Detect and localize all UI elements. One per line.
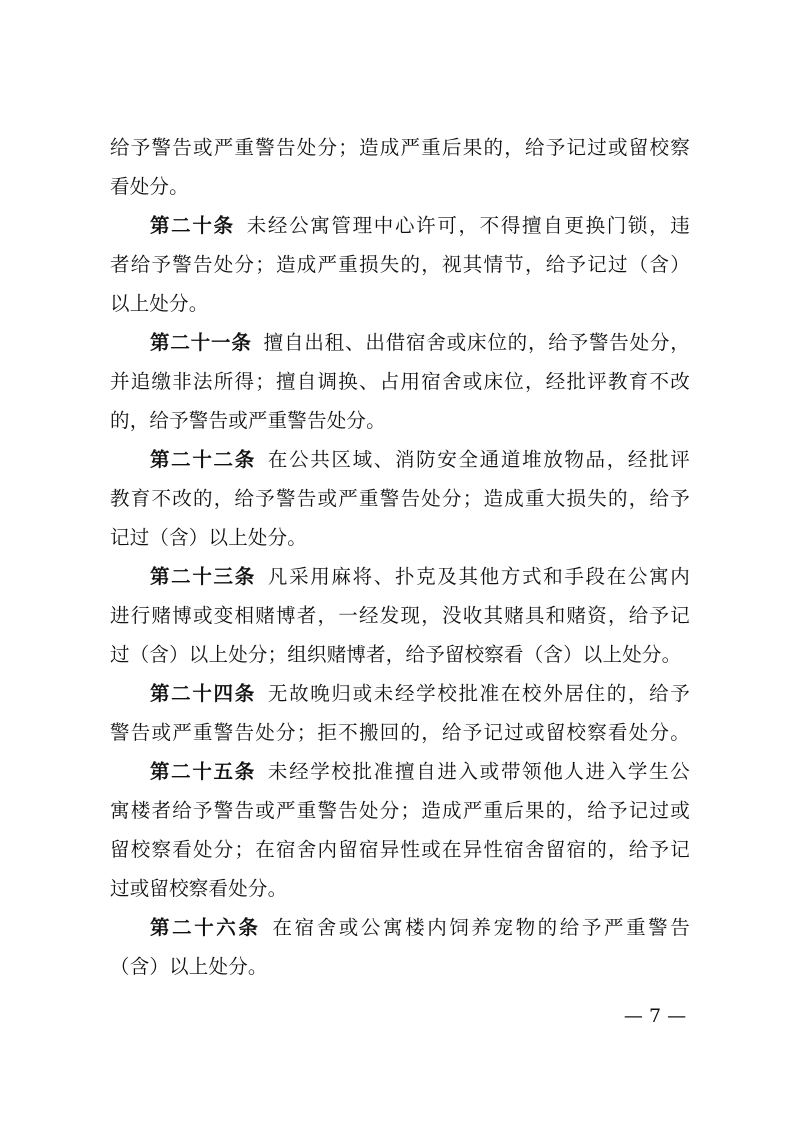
article-20-line-3: 以上处分。	[110, 292, 209, 315]
article-21-number: 第二十一条	[150, 331, 252, 354]
article-20-number: 第二十条	[150, 214, 235, 237]
article-24-line-2: 警告或严重警告处分；拒不搬回的，给予记过或留校察看处分。	[110, 721, 690, 744]
continuation-line-1: 给予警告或严重警告处分；造成严重后果的，给予记过或留校察	[110, 136, 690, 159]
article-21-line-3: 的，给予警告或严重警告处分。	[110, 409, 386, 432]
article-25-line-2: 寓楼者给予警告或严重警告处分；造成严重后果的，给予记过或	[110, 799, 690, 822]
article-22-line-1: 在公共区域、消防安全通道堆放物品，经批评	[267, 448, 690, 471]
article-26-line-1: 在宿舍或公寓楼内饲养宠物的给予严重警告	[272, 916, 690, 939]
article-22	[110, 440, 690, 557]
article-21-line-2: 并追缴非法所得；擅自调换、占用宿舍或床位，经批评教育不改	[110, 370, 690, 393]
article-25-number: 第二十五条	[150, 760, 256, 783]
article-23-line-1: 凡采用麻将、扑克及其他方式和手段在公寓内	[267, 565, 690, 588]
article-20-line-2: 者给予警告处分；造成严重损失的，视其情节，给予记过（含）	[110, 253, 690, 276]
article-23-line-3: 过（含）以上处分；组织赌博者，给予留校察看（含）以上处分。	[110, 643, 682, 666]
article-20-line-1: 未经公寓管理中心许可，不得擅自更换门锁，违	[246, 214, 690, 237]
article-20	[110, 206, 690, 323]
article-25	[110, 752, 690, 908]
article-26	[110, 908, 690, 986]
article-22-line-2: 教育不改的，给予警告或严重警告处分；造成重大损失的，给予	[110, 487, 690, 510]
article-24	[110, 674, 690, 752]
article-26-line-2: （含）以上处分。	[110, 955, 268, 978]
article-21-line-1: 擅自出租、出借宿舍或床位的，给予警告处分，	[263, 331, 690, 354]
article-24-line-1: 无故晚归或未经学校批准在校外居住的，给予	[267, 682, 690, 705]
article-25-line-4: 过或留校察看处分。	[110, 877, 288, 900]
continuation-line-2: 看处分。	[110, 175, 189, 198]
article-24-number: 第二十四条	[150, 682, 256, 705]
article-23-line-2: 进行赌博或变相赌博者，一经发现，没收其赌具和赌资，给予记	[110, 604, 690, 627]
page-number: — 7 —	[623, 1005, 687, 1027]
article-22-line-3: 记过（含）以上处分。	[110, 526, 308, 549]
article-25-line-3: 留校察看处分；在宿舍内留宿异性或在异性宿舍留宿的，给予记	[110, 838, 690, 861]
article-23-number: 第二十三条	[150, 565, 256, 588]
article-22-number: 第二十二条	[150, 448, 256, 471]
article-26-number: 第二十六条	[150, 916, 261, 939]
article-23	[110, 557, 690, 674]
article-21	[110, 323, 690, 440]
document-page	[110, 128, 690, 986]
article-25-line-1: 未经学校批准擅自进入或带领他人进入学生公	[267, 760, 690, 783]
